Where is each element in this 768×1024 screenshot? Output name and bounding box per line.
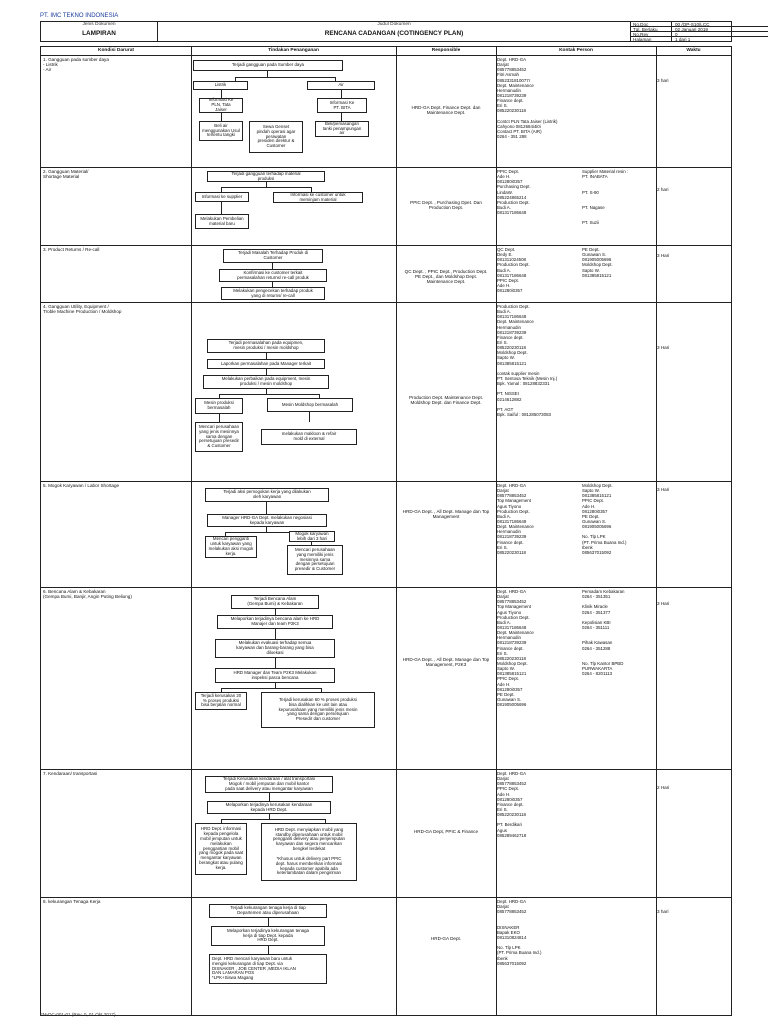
flow-box: Terjadi aksi pemogokan kerja yang dilakukan oleh karyawan [205, 488, 329, 502]
flow-box: Melakukan pengecekan terhadap produk yang di returns/ re-call [221, 287, 325, 300]
flow-box: Informasi Ke PT. BITA [317, 98, 367, 113]
row-kontak: Dept. HRD-GA Darjat 085778853452 PPIC Dept. Ade H. 081280i0357 Finance dept. Eri S. 085220230118 PT. Berdikari Agus 085289462718 [497, 771, 527, 838]
row-responsible: HRD-GA Dept. , All Dept. Manage dan Top Management, P2K3 [402, 657, 490, 668]
flow-box: Listrik [193, 81, 248, 90]
flow-box: Mencari perusahaan yang memiliki jenis mesinnya sama dengan persetujuan presedir & Customer [287, 545, 343, 575]
flow-box: Melaporkan terjadinya bencana alam ke HRD Manajer dan team P2K3 [217, 615, 333, 629]
row-kondisi: 3. Product Returns / Re-call [43, 247, 100, 252]
col-kontak: Kontak Person [559, 48, 593, 53]
flow-box: Melakukan evakuasi terhadap semua karyawan dan barang-barang yang bisa diloekasi [215, 639, 335, 658]
flow-box: Mesin produksi bermasalah [195, 398, 243, 414]
company-name: PT. IMC TEKNO INDONESIA [40, 13, 119, 19]
flow-box: Manager HRD-GA Dept. melakukan negosiasi kepada karyawan [207, 514, 327, 527]
flow-box: HRD Manager dan Team P2K3 Melakukan inspeksi pasca bencana [215, 668, 335, 683]
row-kondisi: 4. Gangguan Utility, Equipment / Troble Machine Production / Moldshop [43, 304, 122, 315]
meta-value: 02 Januari 2019 [675, 27, 708, 32]
row-waktu: 3 Hari [657, 345, 670, 350]
flow-box: Informasi ke supplier [195, 192, 249, 202]
row-responsible: HRD-GA Dept, PPIC & Finance [413, 829, 479, 834]
row-waktu: 3 Hari [657, 253, 670, 258]
row-kondisi: 2. Gangguan Material/ Shortage Material [43, 169, 89, 180]
flow-box: Informasi Ke PLN, Tata Jaiser [199, 98, 243, 113]
row-responsible: HRD-GA Dept. [430, 936, 462, 941]
doc-type-label: Jenis Dokumen [82, 22, 116, 27]
flow-box: Melakukan perbaikan pada equipment, mesin produksi / mesin moldshop [203, 375, 329, 389]
row-kontak: Dept. HRD-GA Darjat 085778853452 Fitri Asmah 0852331810077r Dept. Maintenance Hermanudin 081218739239 Finance dept. Eri S. 085220230118 Contct PLN Tata Jaiser (Listrik) Cahyono 0812684i4i0i Contact PT. BITA (AIR) 0264 - 351 288 [497, 57, 558, 140]
flow-box: Konfirmasi ke customer terkait permasalahan returns/ re-call produk [219, 269, 327, 282]
meta-key: Halaman [633, 37, 652, 42]
row-kondisi: 8. kekurangan Tenaga Kerja [43, 899, 101, 904]
flow-box: Terjadi kerusakan 20 % proses produksi bisa berjalan normal [195, 692, 247, 710]
row-kontak: QC Dept. Dedy E. 081311024508 Production Dept. Budi A. 081317186648 PPIC Dept. Ade H. 081280i0357 [497, 247, 530, 294]
flow-box: Terjadi Kerusakan kendaraan / alat transportasi Mogok / mobil jemputan dan mobil kantor pada saat delivery atau mengantar karyawan [205, 776, 333, 793]
flow-box: Terjadi permasalahan pada equipmen, mesin produksi / mesin moldshop [207, 339, 325, 353]
row-kontak: Dept. HRD-GA Darjat 085778853452 Top Management Agus Tiyono Production Dept. Budi A. 081317186648 Dept. Maintenance Hermanudin 081218739239 Finance dept. Eri S. 085220230118 [497, 483, 534, 555]
row-kontak: Dept. HRD-GA Darjat 085778853452 DISNAKER Bapak EKO 081310824814 No. Tlp LPK (PT. Prima Buana Ind.) Ibenk 085637015092 [497, 899, 542, 966]
flow-box: Melaporkan terjadinya kekurangan tenaga kerja di tiap Dept. kepada HRD Dept. [211, 926, 325, 946]
row-waktu: 3 Hari [657, 487, 670, 492]
form-code-footer: FM-DC-001-01 (Rev. 0, 01 Okt 2017) [40, 1012, 116, 1017]
meta-value: 1 dari 1 [675, 37, 691, 42]
col-responsible: Responsible [431, 48, 461, 53]
contingency-table [40, 46, 732, 1016]
row-kondisi: 5. Mogok Karyawan / Labor Shortage [43, 483, 120, 488]
flow-box: HRD Dept. informasi kepada pengelola mobil jemputan untuk melakukan penggantian mobil yang mogok pada saat mengantar karyawan berangkat atau pulang kerja. [195, 823, 247, 875]
flow-box: Terjadi gangguan pada Sumber daya [193, 60, 343, 71]
col-tindakan: Tindakan Penanganan [268, 48, 319, 53]
flow-box: Melaporkan terjadinya kerusakan kendaraan kepada HRD Dept. [207, 801, 331, 814]
flow-box: Sewa Genset pindah operasi agar perawatan presiden direktur & Customer [249, 121, 303, 153]
row-kondisi: 7. Kendaraan/ transportasi [43, 771, 98, 776]
meta-key: No.Rev [633, 32, 649, 37]
row-kontak: PPIC Dept. Ade H. 081280i0357 Purchasing Dept. LindaW. 085224865214 Production Dept. Budi A. 081317186648 [497, 169, 531, 216]
flow-box: Terjadi kekurangan tenaga kerja di tiap Departemen atau diperusahaan [209, 904, 327, 918]
row-responsible: HRD-GA Dept. Finance Dept. dan Maintenance Dept. [411, 105, 481, 116]
flow-box: Terjadi gangguan terhadap material produksi [207, 171, 325, 182]
doc-title: RENCANA CADANGAN (COTINGENCY PLAN) [324, 30, 464, 37]
doc-type-cell [41, 22, 158, 41]
flow-box: Terjadi Masalah Terhadap Produk di Customer [223, 249, 323, 263]
flow-box: HRD Dept. menyiapkan mobil yang standby diperusahaan untuk mobil pengganti delivery atau penjemputan karyawan dan segera mencarikan bengkel terdekat *Khusus untuk delivery part PPIC dept. harus memberikan informasi kepada customer apabila ada keterlambatan dalam pengiriman [261, 823, 357, 881]
flow-box: Mencari pengganti untuk karyawan yang melakukan aksi mogok kerja. [205, 536, 257, 558]
row-waktu: 3 hari [657, 78, 669, 83]
row-waktu: 3 hari [657, 909, 669, 914]
row-kondisi: 6. Bencana Alam & Kebakaran (Gempa Bumi, Banjir, Angin Puting Beliung) [43, 589, 132, 600]
flow-box: Air [307, 81, 375, 90]
document-header [40, 21, 732, 42]
flow-box: Beli air menggunakan Usul tertentu tangki [199, 121, 243, 141]
doc-type: LAMPIRAN [82, 30, 116, 37]
meta-key: Tgl. Berlaku [633, 27, 658, 32]
flow-box: Mogok karyawan lebih dari 3 hari [289, 531, 335, 542]
row-kontak-extra: Pemadam Kebakaran 0264 - 351351 Klinik Miracle 0264 - 351377 Kepolisian KBI 0264 - 351111 Pihak Kawasan 0264 - 351288 No. Tlp Kantor BPBD PURWAKARTA 0264 - 8201113 [582, 589, 625, 677]
row-waktu: 2 hari [657, 187, 669, 192]
title-label: Judul Dokumen [377, 22, 411, 27]
row-kontak: Dept. HRD-GA Darjat 085778853452 Top Management Agus Tiyono Production Dept. Budi A. 081317186648 Dept. Maintenance Hermanudin 081218739239 Finance dept. Eri S. 085220230118 Moldshop Dept. Sapto W. 081385815121 PPIC Dept. Ade H. 081280i0357 PE Dept. Gunawan S. 081905005696 [497, 589, 534, 708]
flow-box: Dept. HRD mencari karyawan baru untuk mengisi kekurangan di tiap Dept. via DISNAKER , JOB CENTER ,MEDIA IKLAN DAN LAMARAN POS *LPK+Siswa Magang [209, 954, 327, 984]
row-responsible: QC Dept. , PPIC Dept., Production Dept. PE Dept., dan Moldshop Dept. Maintenance Dept. [404, 269, 488, 285]
row-responsible: HRD-GA Dept. , All Dept. Manage dan Top Management [402, 509, 490, 520]
flow-box: Melakukan Pembelian material baru [195, 214, 249, 229]
row-responsible: Production Dept. Maintenance Dept. Moldshop Dept. dan Finance Dept. [408, 395, 484, 406]
flow-box: Mencari perusahaan yang jenis mesinnya sama dengan persetujuan presedir & Customer [195, 422, 243, 452]
col-kondisi: Kondisi Darurat [98, 48, 134, 53]
row-waktu: 3 Hari [657, 601, 670, 606]
meta-value: 0 [675, 32, 678, 37]
flow-box: Laporkan permasalahan pada Manager terkait [207, 359, 325, 369]
flow-box: Terjadi kerusakan 60 % proses produksi bisa dialihkan ke unit lain atau kepurusahaan yang memiliki jenis mesin yang sama dengan persetujuan Presedir dan customer [261, 692, 375, 728]
flow-box: melakukan makloon & refair mold di external [261, 429, 357, 445]
flow-box: Informasi ke customer untuk meminjam material [273, 192, 363, 203]
meta-value: 00 /OP-S10/LCC [675, 22, 710, 27]
row-waktu: 2 Hari [657, 785, 670, 790]
meta-key: No.Doc [633, 22, 649, 27]
row-kontak-extra: Moldshop Dept. Sapto W. 081385815121 PPIC Dept. Ade H. 081280i0357 PE Dept. Gunawan S. 081905005696 No. Tlp LPK (PT. Prima Buana Ind.) Ibenk 085637015092 [582, 483, 627, 555]
row-kondisi: 1. Gangguan pada sumber daya - Listrik - Air [43, 57, 109, 73]
row-kontak: Production Dept. Budi A. 081317186648 Dept. Maintenance Hermanudin 081218739239 Finance dept. Eri S. 085220230118 Moldshop Dept. Sapto W. 081385815121 contak supplier mesin PT. Sentosa Teknik (Mesin Inj.) Bpk. Yamal : 08128832331 PT. NISSEI 0214612882 PT. AGT Bpk. Saiful : 081285073083 [497, 304, 558, 417]
title-cell [158, 22, 631, 41]
flow-box: Beli/pemasangan tanki penampungan air [315, 121, 369, 137]
row-kontak-extra: PE Dept. Gunawan S. 081905005696 Moldshop Dept. Sapto W. 081385815121 [582, 247, 613, 278]
flow-box: Terjadi Bencana Alam (Gempa Bumi) & Kebakaran [231, 595, 319, 609]
flow-box: Mesin Moldshop bermasalah [267, 398, 353, 412]
row-kontak-extra: Supplier Material resin : PT. INABATA PT. S-90 PT. Nagase PT. Suzii [582, 169, 629, 226]
row-responsible: PPIC Dept. , Purchasing Dpet. Dan Production Dept. [410, 200, 482, 211]
col-waktu: Waktu [686, 48, 701, 53]
